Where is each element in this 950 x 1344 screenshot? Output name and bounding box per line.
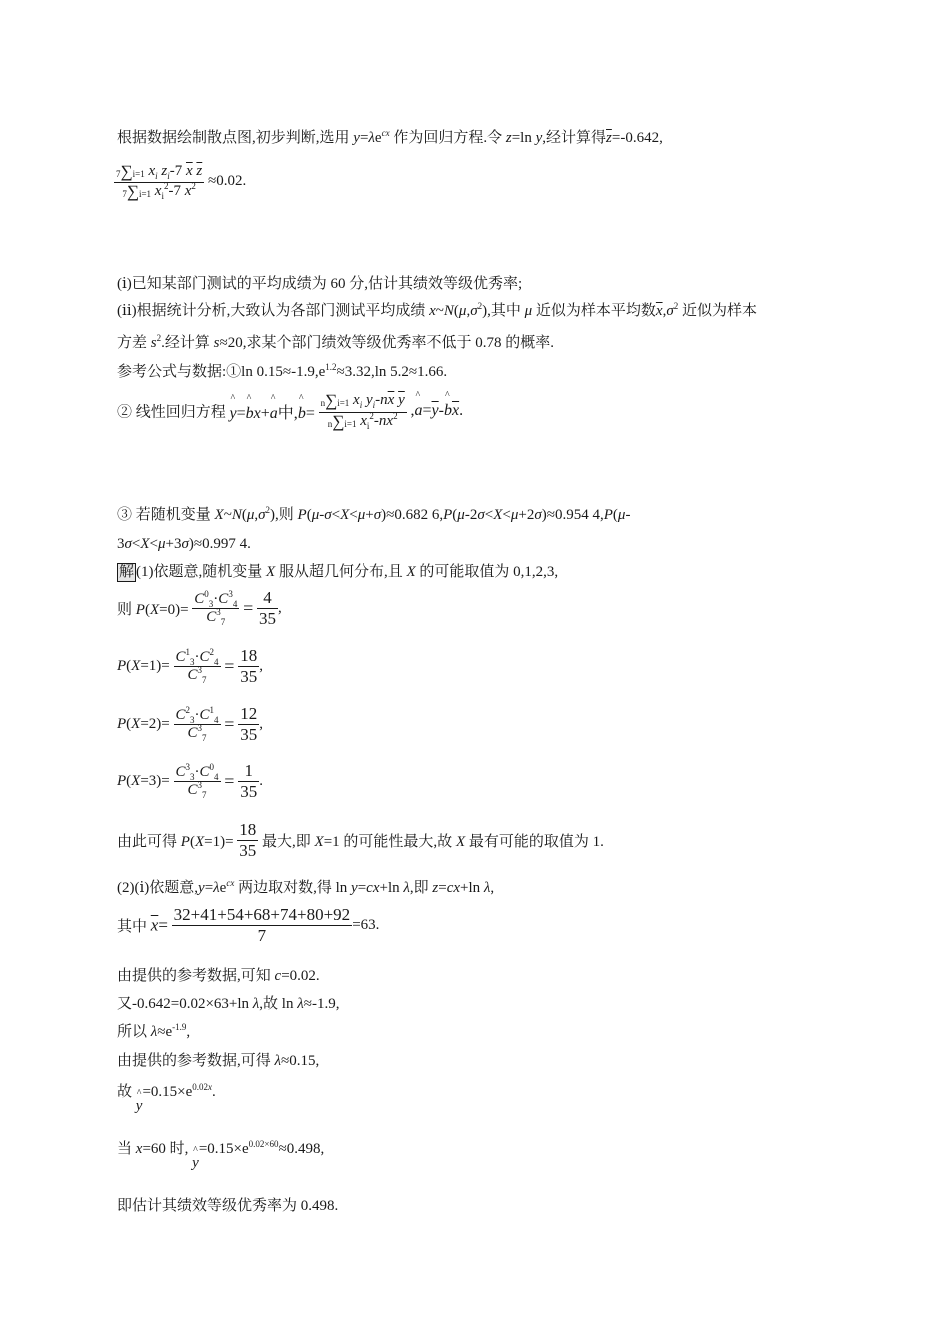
prob-row-0: 则 P(X=0)= $\frac{C^0_3\cdot C^3_4}{C^3_7}$ = $\frac{4}{35}$ , [117, 588, 282, 628]
prob-row-0-den: 35 [258, 609, 276, 628]
prob-row-3: P(X=3)= $\frac{C^3_3\cdot C^0_4}{C^3_7}$ = $\frac{1}{35}$ . [117, 761, 263, 801]
prob-row-1-den: 35 [240, 667, 258, 686]
step-5: 故 ^ $y=0.15\times e^{0.02x}$. [117, 1082, 216, 1102]
prob-row-1-num: 18 [240, 646, 258, 665]
prob-row-3-den: 35 [240, 782, 258, 801]
part2-intro: (2)(ⅰ)依题意$,y=\lambda e^{cx}$ 两边取对数,得 ln y=cx+ln λ,即 z=cx+ln λ, [117, 878, 495, 896]
reference-item-2: ② 线性回归方程 ^ y=^ bx+^ a中,^ b= $\frac{n\sum i=1 x_i y_i-n\overline{x} \overline{y}}{n\sum i=1 x_i^2-n\overline{x}^2}$ ,^ $a=\overline{y}-\^{}$ $b\overline{x}$. [117, 392, 463, 430]
prob-row-3-num: 1 [238, 761, 259, 782]
part1-conclusion: 由此可得 P(X=1)= $\frac{18}{35}$ 最大,即 X=1 的可能性最大,故 X 最有可能的取值为 1. [117, 820, 604, 860]
step-3: 所以 $\lambda\approx e^{-1.9}$, [117, 1022, 191, 1040]
reference-item-3a: ③ 若随机变量 $X\sim N(\mu,\sigma^2)$,则 P(μ-σ<X<μ+σ)≈0.682 6,P(μ-2σ<X<μ+2σ)≈0.954 4,P(μ- [117, 505, 631, 523]
mean-formula: 其中 $\overline{x}=$ $\frac{32+41+54+68+74+80+92}{7}$ =63. [117, 905, 380, 945]
intro-line [117, 128, 663, 148]
step-7: 即估计其绩效等级优秀率为 0.498. [117, 1198, 339, 1214]
intro-text: 根据数据绘制散点图,初步判断,选用 $y=\lambda e^{cx}$ 作为回归方程.令 z=ln y,经计算得$\overline{z}=-0.642$, [117, 128, 663, 146]
prob-row-0-num: 4 [257, 588, 278, 609]
question-2a: (ⅱ)根据统计分析,大致认为各部门测试平均成绩 $x\sim N(\mu,\sigma^2)$,其中 μ 近似为样本平均数$\overline{x},\sigma^2$ 近似为样本 [117, 301, 757, 319]
ratio-formula: $\frac{7\sum i=1 x_i z_i-7 \overline{x} \overline{z}}{7\sum i=1 x_i^2-7 \overline{x}^2}$ ≈0.02. [116, 161, 247, 201]
reference-title: 参考公式与数据:①ln $0.15\approx-1.9,e^{1.2}\approx 3.32,\ln$ 5.2≈1.66. [117, 362, 448, 380]
ratio-value: ≈0.02. [208, 172, 247, 189]
step-6: 当 x=60 时, ^ $y=0.15\times e^{0.02\times 60}\approx 0.498$, [117, 1139, 324, 1159]
prob-row-1: P(X=1)= $\frac{C^1_3\cdot C^2_4}{C^3_7}$ = $\frac{18}{35}$ , [117, 646, 263, 686]
prob-row-2: P(X=2)= $\frac{C^2_3\cdot C^1_4}{C^3_7}$ = $\frac{12}{35}$ , [117, 704, 263, 744]
question-2b: 方差 $s^2$.经计算 s≈20,求某个部门绩效等级优秀率不低于 0.78 的概率. [117, 333, 554, 351]
solution-part1-intro: 解 (1)依题意,随机变量 X 服从超几何分布,且 X 的可能取值为 0,1,2,3, [119, 564, 559, 580]
solution-badge: 解 [119, 564, 135, 580]
reference-item-3b: 3σ<X<μ+3σ)≈0.997 4. [117, 536, 251, 552]
mean-numerator: 32+41+54+68+74+80+92 [173, 905, 351, 924]
reference-item-2-label: ② 线性回归方程 [117, 404, 226, 421]
step-4: 由提供的参考数据,可得 λ≈0.15, [117, 1053, 320, 1069]
step-2: 又-0.642=0.02×63+ln λ,故 ln λ≈-1.9, [117, 996, 340, 1012]
step-1: 由提供的参考数据,可知 c=0.02. [117, 968, 320, 984]
prob-row-2-num: 12 [240, 704, 258, 723]
question-1: (ⅰ)已知某部门测试的平均成绩为 60 分,估计其绩效等级优秀率; [117, 276, 523, 292]
prob-row-2-den: 35 [240, 725, 258, 744]
mean-denominator: 7 [257, 926, 267, 945]
